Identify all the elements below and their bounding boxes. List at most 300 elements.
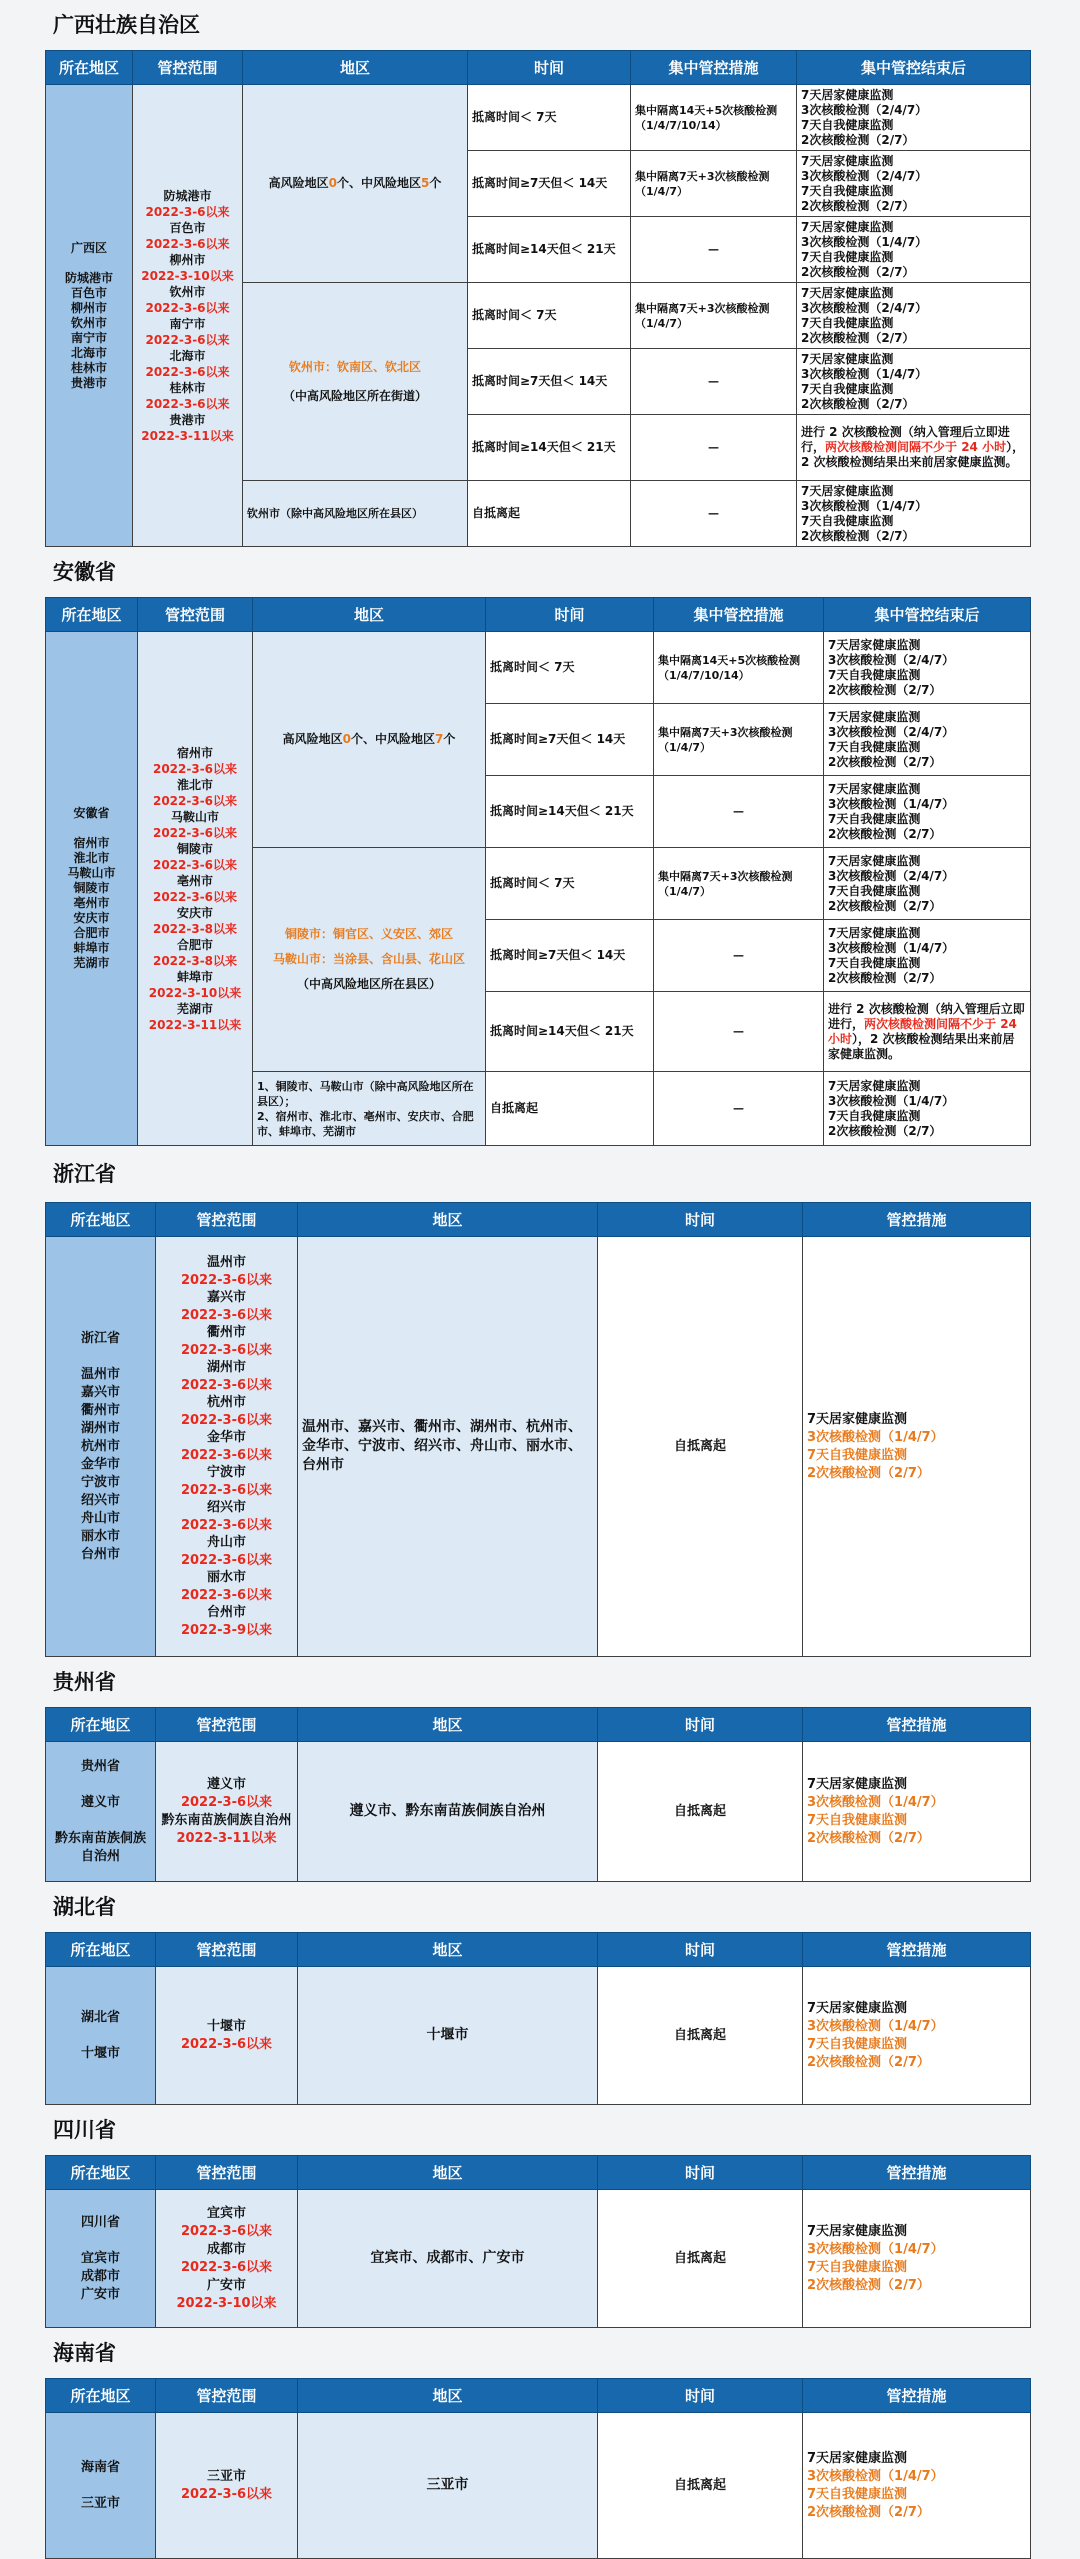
time-cell: 抵离时间≥14天但＜ 21天	[468, 217, 631, 283]
after-cell-special: 进行 2 次核酸检测（纳入管理后立即进行，两次核酸检测间隔不少于 24 小时），2 次核酸检测结果出来前居家健康监测。	[824, 992, 1031, 1072]
guangxi-table	[45, 50, 1031, 547]
header-area: 地区	[243, 51, 468, 85]
scope-city: 芜湖市	[176, 1001, 213, 1016]
text-line: 贵州省	[80, 1758, 120, 1774]
scope-date: 2022-3-10以来	[141, 268, 234, 283]
scope-date: 2022-3-6以来	[180, 2223, 273, 2239]
time-cell: 抵离时间＜ 7天	[468, 85, 631, 151]
text-line: 衢州市	[80, 1402, 120, 1418]
scope-date: 2022-3-6以来	[145, 236, 230, 251]
loc-cell	[46, 1742, 156, 1882]
area-cell: 铜陵市：铜官区、义安区、郊区 马鞍山市：当涂县、含山县、花山区 （中高风险地区所在县区）	[253, 848, 486, 1072]
text-line: 1、铜陵市、马鞍山市（除中高风险地区所在县区）；	[257, 1079, 474, 1108]
measure-line: 7天居家健康监测	[828, 853, 921, 868]
scope-date: 2022-3-11以来	[176, 1830, 277, 1846]
measure-line: 7天居家健康监测	[801, 285, 894, 300]
scope-city: 柳州市	[169, 252, 206, 267]
text-line: 贵港市	[70, 375, 107, 390]
measure-line: 7天自我健康监测	[801, 117, 894, 132]
header-area: 地区	[298, 2379, 598, 2413]
central-cell	[654, 848, 824, 920]
text-line: 安庆市	[73, 911, 110, 925]
area-cell	[253, 1072, 486, 1146]
section-title: 贵州省	[53, 1670, 116, 1694]
header-measures: 管控措施	[803, 2156, 1031, 2190]
time-cell: 抵离时间＜ 7天	[468, 283, 631, 349]
scope-city: 成都市	[206, 2241, 246, 2257]
text-line: —	[733, 805, 744, 818]
scope-city: 广安市	[206, 2277, 246, 2293]
text-line: 绍兴市	[80, 1492, 120, 1508]
text-line: 台州市	[80, 1546, 120, 1562]
text-line: 南宁市	[70, 330, 107, 345]
central-cell	[654, 776, 824, 848]
time-cell: 自抵离起	[598, 1237, 803, 1657]
central-cell	[654, 992, 824, 1072]
header-scope: 管控范围	[156, 1708, 298, 1742]
text-line: 湖北省	[80, 2009, 120, 2025]
measure-line: 7天居家健康监测	[828, 709, 921, 724]
area-cell: 宜宾市、成都市、广安市	[298, 2190, 598, 2328]
time-cell: 自抵离起	[598, 2190, 803, 2328]
scope-city: 合肥市	[176, 937, 213, 952]
text-line: 百色市	[70, 285, 107, 300]
scope-city: 马鞍山市	[170, 809, 219, 824]
time-cell: 自抵离起	[598, 2413, 803, 2559]
text-line: 四川省	[80, 2214, 120, 2230]
header-central: 集中管控措施	[631, 51, 797, 85]
scope-date: 2022-3-6以来	[180, 2036, 273, 2052]
text-line: 北海市	[70, 345, 107, 360]
measure-line: 3次核酸检测（2/4/7）	[801, 300, 928, 315]
scope-city: 舟山市	[206, 1535, 246, 1550]
measure-line: 2次核酸检测（2/7）	[828, 682, 942, 697]
measure-line: 7天居家健康监测	[801, 153, 894, 168]
section-hainan	[45, 2328, 1030, 2559]
measure-line: 2次核酸检测（2/7）	[828, 970, 942, 985]
time-cell: 自抵离起	[486, 1072, 654, 1146]
text-line: 遵义市	[80, 1794, 120, 1810]
text-line: 广安市	[80, 2286, 120, 2302]
text-line: 集中隔离7天+3次核酸检测	[635, 301, 770, 315]
measure-line: 7天自我健康监测	[801, 183, 894, 198]
text-line: 淮北市	[73, 851, 110, 865]
measure-line: 7天自我健康监测	[801, 315, 894, 330]
text-line: （1/4/7）	[635, 184, 688, 198]
measure-line: 7天居家健康监测	[801, 483, 894, 498]
text-line: 蚌埠市	[73, 941, 110, 955]
scope-date: 2022-3-6以来	[180, 1587, 273, 1603]
measure-line: 7天自我健康监测	[828, 739, 921, 754]
measure-line: 7天居家健康监测	[801, 351, 894, 366]
text-line: 安徽省	[73, 806, 110, 820]
scope-date: 2022-3-6以来	[145, 364, 230, 379]
after-cell	[824, 1072, 1031, 1146]
text-line: 宜宾市	[80, 2250, 120, 2266]
guizhou-table	[45, 1707, 1031, 1882]
measure-line: 7天居家健康监测	[807, 1411, 908, 1427]
measure-line: 7天居家健康监测	[801, 219, 894, 234]
after-cell	[797, 481, 1031, 547]
text-line: 集中隔离7天+3次核酸检测	[658, 869, 793, 883]
measures-cell	[803, 1967, 1031, 2105]
header-measures: 管控措施	[803, 1203, 1031, 1237]
loc-cell	[46, 85, 133, 547]
header-time: 时间	[598, 1203, 803, 1237]
measure-line: 3次核酸检测（1/4/7）	[828, 940, 955, 955]
time-cell: 自抵离起	[468, 481, 631, 547]
after-cell	[824, 776, 1031, 848]
central-cell	[654, 920, 824, 992]
scope-date: 2022-3-6以来	[180, 1552, 273, 1568]
measure-line: 3次核酸检测（1/4/7）	[801, 366, 928, 381]
text-line	[50, 821, 133, 836]
text-line: 马鞍山市	[67, 866, 116, 880]
scope-city: 绍兴市	[206, 1500, 246, 1515]
measures-cell	[803, 1237, 1031, 1657]
zhejiang-table	[45, 1202, 1031, 1657]
measure-line: 3次核酸检测（2/4/7）	[828, 652, 955, 667]
header-area: 地区	[298, 1708, 598, 1742]
scope-date: 2022-3-8以来	[152, 953, 238, 968]
scope-date: 2022-3-6以来	[180, 1307, 273, 1323]
text-line: —	[708, 507, 719, 520]
area-cell: 遵义市、黔东南苗族侗族自治州	[298, 1742, 598, 1882]
time-cell: 抵离时间≥14天但＜ 21天	[486, 992, 654, 1072]
area-cell: 温州市、嘉兴市、衢州市、湖州市、杭州市、金华市、宁波市、绍兴市、舟山市、丽水市、台州市	[298, 1237, 598, 1657]
text-line: 集中隔离7天+3次核酸检测	[658, 725, 793, 739]
scope-city: 十堰市	[206, 2018, 246, 2034]
header-loc: 所在地区	[46, 2379, 156, 2413]
header-scope: 管控范围	[156, 2379, 298, 2413]
scope-date: 2022-3-6以来	[180, 1482, 273, 1498]
text-line: 防城港市	[64, 270, 113, 285]
text-line: 成都市	[80, 2268, 120, 2284]
time-cell: 抵离时间≥7天但＜ 14天	[486, 920, 654, 992]
scope-city: 淮北市	[176, 777, 213, 792]
time-cell: 抵离时间≥14天但＜ 21天	[468, 415, 631, 481]
scope-date: 2022-3-6以来	[145, 332, 230, 347]
measure-line: 7天自我健康监测	[828, 883, 921, 898]
text-line: 合肥市	[73, 926, 110, 940]
measure-line: 7天自我健康监测	[801, 381, 894, 396]
text-line: （1/4/7）	[635, 316, 688, 330]
measure-line: 7天自我健康监测	[807, 2036, 908, 2052]
measure-line: 2次核酸检测（2/7）	[801, 330, 915, 345]
scope-cell	[156, 2190, 298, 2328]
text-line: （1/4/7/10/14）	[635, 118, 727, 132]
sichuan-table	[45, 2155, 1031, 2328]
measure-line: 7天居家健康监测	[807, 1776, 908, 1792]
header-scope: 管控范围	[156, 1203, 298, 1237]
measure-line: 3次核酸检测（2/4/7）	[801, 168, 928, 183]
scope-city: 黔东南苗族侗族自治州	[161, 1812, 292, 1828]
measure-line: 2次核酸检测（2/7）	[801, 396, 915, 411]
time-cell: 抵离时间≥7天但＜ 14天	[486, 704, 654, 776]
central-cell	[631, 349, 797, 415]
scope-cell	[133, 85, 243, 547]
measure-line: 3次核酸检测（1/4/7）	[801, 234, 928, 249]
text-line: 黔东南苗族侗族自治州	[54, 1830, 146, 1864]
time-cell: 自抵离起	[598, 1742, 803, 1882]
measures-cell	[803, 2190, 1031, 2328]
measure-line: 7天居家健康监测	[828, 781, 921, 796]
scope-city: 台州市	[206, 1605, 246, 1620]
scope-date: 2022-3-6以来	[152, 793, 238, 808]
measures-cell	[803, 1742, 1031, 1882]
measure-line: 7天自我健康监测	[807, 2259, 908, 2275]
header-area: 地区	[298, 1933, 598, 1967]
scope-date: 2022-3-6以来	[145, 300, 230, 315]
header-measures: 管控措施	[803, 1933, 1031, 1967]
after-cell	[797, 85, 1031, 151]
measure-line: 3次核酸检测（1/4/7）	[801, 498, 928, 513]
scope-city: 亳州市	[176, 873, 213, 888]
scope-date: 2022-3-6以来	[180, 1412, 273, 1428]
header-loc: 所在地区	[46, 598, 138, 632]
measure-line: 3次核酸检测（1/4/7）	[807, 1794, 944, 1810]
measure-line: 3次核酸检测（2/4/7）	[828, 868, 955, 883]
text-line: —	[733, 949, 744, 962]
text-line: 嘉兴市	[80, 1384, 120, 1400]
scope-city: 嘉兴市	[206, 1290, 246, 1305]
measure-line: 3次核酸检测（1/4/7）	[828, 796, 955, 811]
text-line: 三亚市	[80, 2495, 120, 2511]
header-after: 集中管控结束后	[797, 51, 1031, 85]
scope-city: 贵港市	[169, 412, 206, 427]
scope-city: 金华市	[206, 1430, 246, 1445]
text-line: 铜陵市	[73, 881, 110, 895]
section-title: 海南省	[53, 2341, 116, 2365]
scope-date: 2022-3-10以来	[148, 985, 242, 1000]
text-line	[50, 1776, 151, 1794]
text-line	[50, 1348, 151, 1366]
time-cell: 抵离时间≥14天但＜ 21天	[486, 776, 654, 848]
text-line: 柳州市	[70, 300, 107, 315]
measure-line: 2次核酸检测（2/7）	[801, 132, 915, 147]
measure-line: 3次核酸检测（1/4/7）	[828, 1093, 955, 1108]
measure-line: 7天自我健康监测	[828, 667, 921, 682]
scope-date: 2022-3-6以来	[145, 204, 230, 219]
header-scope: 管控范围	[156, 1933, 298, 1967]
scope-city: 遵义市	[206, 1776, 246, 1792]
text-line: 杭州市	[80, 1438, 120, 1454]
scope-date: 2022-3-6以来	[180, 1377, 273, 1393]
scope-city: 宿州市	[176, 745, 213, 760]
scope-city: 温州市	[206, 1255, 246, 1270]
header-area: 地区	[298, 2156, 598, 2190]
central-cell	[631, 283, 797, 349]
measure-line: 7天居家健康监测	[828, 1078, 921, 1093]
after-cell	[824, 920, 1031, 992]
scope-city: 宁波市	[206, 1465, 246, 1480]
scope-cell	[156, 1967, 298, 2105]
after-cell-special: 进行 2 次核酸检测（纳入管理后立即进行，两次核酸检测间隔不少于 24 小时），2 次核酸检测结果出来前居家健康监测。	[797, 415, 1031, 481]
scope-city: 南宁市	[169, 316, 206, 331]
scope-date: 2022-3-11以来	[141, 428, 234, 443]
scope-cell	[156, 2413, 298, 2559]
scope-city: 防城港市	[163, 188, 212, 203]
hainan-table	[45, 2378, 1031, 2559]
section-title: 四川省	[53, 2118, 116, 2142]
measure-line: 7天居家健康监测	[801, 87, 894, 102]
measure-line: 2次核酸检测（2/7）	[807, 1465, 930, 1481]
measure-line: 2次核酸检测（2/7）	[828, 826, 942, 841]
anhui-table	[45, 597, 1031, 1146]
after-cell	[797, 217, 1031, 283]
scope-date: 2022-3-6以来	[180, 1272, 273, 1288]
measure-line: 7天居家健康监测	[828, 925, 921, 940]
scope-date: 2022-3-6以来	[152, 761, 238, 776]
scope-city: 百色市	[169, 220, 206, 235]
header-area: 地区	[253, 598, 486, 632]
measure-line: 2次核酸检测（2/7）	[801, 264, 915, 279]
measure-line: 3次核酸检测（2/4/7）	[801, 102, 928, 117]
text-line: —	[708, 243, 719, 256]
area-cell: 钦州市（除中高风险地区所在县区）	[243, 481, 468, 547]
area-cell: 高风险地区0个、中风险地区7个	[253, 632, 486, 848]
text-line: 芜湖市	[73, 956, 110, 970]
after-cell	[797, 151, 1031, 217]
scope-city: 杭州市	[206, 1395, 246, 1410]
header-time: 时间	[598, 2379, 803, 2413]
section-title: 浙江省	[53, 1162, 116, 1186]
scope-city: 安庆市	[176, 905, 213, 920]
text-line: 金华市	[80, 1456, 120, 1472]
header-time: 时间	[468, 51, 631, 85]
loc-cell	[46, 1967, 156, 2105]
measure-line: 3次核酸检测（1/4/7）	[807, 2468, 944, 2484]
measure-line: 2次核酸检测（2/7）	[807, 2504, 930, 2520]
central-cell	[654, 704, 824, 776]
text-line: 宿州市	[73, 836, 110, 850]
text-line: 十堰市	[80, 2045, 120, 2061]
after-cell	[797, 283, 1031, 349]
text-line: 亳州市	[73, 896, 110, 910]
text-line: 2、宿州市、淮北市、亳州市、安庆市、合肥市、蚌埠市、芜湖市	[257, 1109, 474, 1138]
measure-line: 7天自我健康监测	[807, 2486, 908, 2502]
scope-date: 2022-3-6以来	[180, 1517, 273, 1533]
scope-city: 北海市	[169, 348, 206, 363]
section-zhejiang	[45, 1146, 1030, 1657]
text-line	[50, 2027, 151, 2045]
section-hubei	[45, 1882, 1030, 2105]
scope-city: 宜宾市	[206, 2205, 246, 2221]
measure-line: 7天居家健康监测	[807, 2223, 908, 2239]
time-cell: 抵离时间≥7天但＜ 14天	[468, 151, 631, 217]
scope-cell	[138, 632, 253, 1146]
text-line: 桂林市	[70, 360, 107, 375]
text-line	[50, 2477, 151, 2495]
scope-city: 丽水市	[206, 1570, 246, 1585]
area-cell: 三亚市	[298, 2413, 598, 2559]
scope-city: 蚌埠市	[176, 969, 213, 984]
header-measures: 管控措施	[803, 2379, 1031, 2413]
measure-line: 7天居家健康监测	[807, 2450, 908, 2466]
loc-cell	[46, 1237, 156, 1657]
header-time: 时间	[486, 598, 654, 632]
measure-line: 2次核酸检测（2/7）	[801, 528, 915, 543]
scope-date: 2022-3-6以来	[180, 1794, 273, 1810]
scope-city: 三亚市	[206, 2468, 246, 2484]
text-line: —	[733, 1102, 744, 1115]
after-cell	[797, 349, 1031, 415]
measure-line: 7天居家健康监测	[828, 637, 921, 652]
area-cell: 钦州市：钦南区、钦北区 （中高风险地区所在街道）	[243, 283, 468, 481]
central-cell	[631, 151, 797, 217]
header-loc: 所在地区	[46, 1203, 156, 1237]
scope-city: 钦州市	[169, 284, 206, 299]
central-cell	[654, 632, 824, 704]
scope-date: 2022-3-6以来	[180, 1342, 273, 1358]
scope-date: 2022-3-6以来	[145, 396, 230, 411]
header-measures: 管控措施	[803, 1708, 1031, 1742]
section-guizhou	[45, 1657, 1030, 1882]
scope-city: 湖州市	[206, 1360, 246, 1375]
text-line: 湖州市	[80, 1420, 120, 1436]
measure-line: 7天自我健康监测	[828, 955, 921, 970]
area-cell: 十堰市	[298, 1967, 598, 2105]
header-scope: 管控范围	[138, 598, 253, 632]
scope-date: 2022-3-11以来	[148, 1017, 242, 1032]
measure-line: 2次核酸检测（2/7）	[828, 898, 942, 913]
time-cell: 抵离时间≥7天但＜ 14天	[468, 349, 631, 415]
scope-date: 2022-3-6以来	[180, 2486, 273, 2502]
measure-line: 7天自我健康监测	[807, 1447, 908, 1463]
text-line: 集中隔离14天+5次核酸检测	[635, 103, 778, 117]
header-central: 集中管控措施	[654, 598, 824, 632]
measure-line: 7天自我健康监测	[828, 811, 921, 826]
scope-city: 铜陵市	[176, 841, 213, 856]
header-area: 地区	[298, 1203, 598, 1237]
text-line: （1/4/7）	[658, 884, 711, 898]
area-cell: 高风险地区0个、中风险地区5个	[243, 85, 468, 283]
header-time: 时间	[598, 1933, 803, 1967]
text-line: 宁波市	[80, 1474, 120, 1490]
central-cell	[631, 481, 797, 547]
text-line: （1/4/7）	[658, 740, 711, 754]
text-line: 集中隔离7天+3次核酸检测	[635, 169, 770, 183]
loc-cell	[46, 632, 138, 1146]
measure-line: 7天自我健康监测	[801, 513, 894, 528]
scope-date: 2022-3-6以来	[180, 2259, 273, 2275]
scope-date: 2022-3-9以来	[180, 1622, 273, 1638]
scope-date: 2022-3-6以来	[180, 1447, 273, 1463]
measure-line: 2次核酸检测（2/7）	[828, 754, 942, 769]
loc-cell	[46, 2190, 156, 2328]
text-line: 钦州市	[70, 315, 107, 330]
after-cell	[824, 704, 1031, 776]
text-line: （1/4/7/10/14）	[658, 668, 750, 682]
text-line: 丽水市	[80, 1528, 120, 1544]
text-line	[50, 256, 128, 271]
measure-line: 3次核酸检测（2/4/7）	[828, 724, 955, 739]
header-loc: 所在地区	[46, 1708, 156, 1742]
scope-date: 2022-3-8以来	[152, 921, 238, 936]
measure-line: 3次核酸检测（1/4/7）	[807, 2241, 944, 2257]
section-sichuan	[45, 2105, 1030, 2328]
measure-line: 2次核酸检测（2/7）	[807, 1830, 930, 1846]
measure-line: 2次核酸检测（2/7）	[801, 198, 915, 213]
time-cell: 抵离时间＜ 7天	[486, 632, 654, 704]
text-line: 海南省	[80, 2459, 120, 2475]
scope-date: 2022-3-6以来	[152, 825, 238, 840]
text-line: 集中隔离14天+5次核酸检测	[658, 653, 801, 667]
after-cell	[824, 632, 1031, 704]
section-title: 湖北省	[53, 1895, 116, 1919]
after-cell	[824, 848, 1031, 920]
header-after: 集中管控结束后	[824, 598, 1031, 632]
